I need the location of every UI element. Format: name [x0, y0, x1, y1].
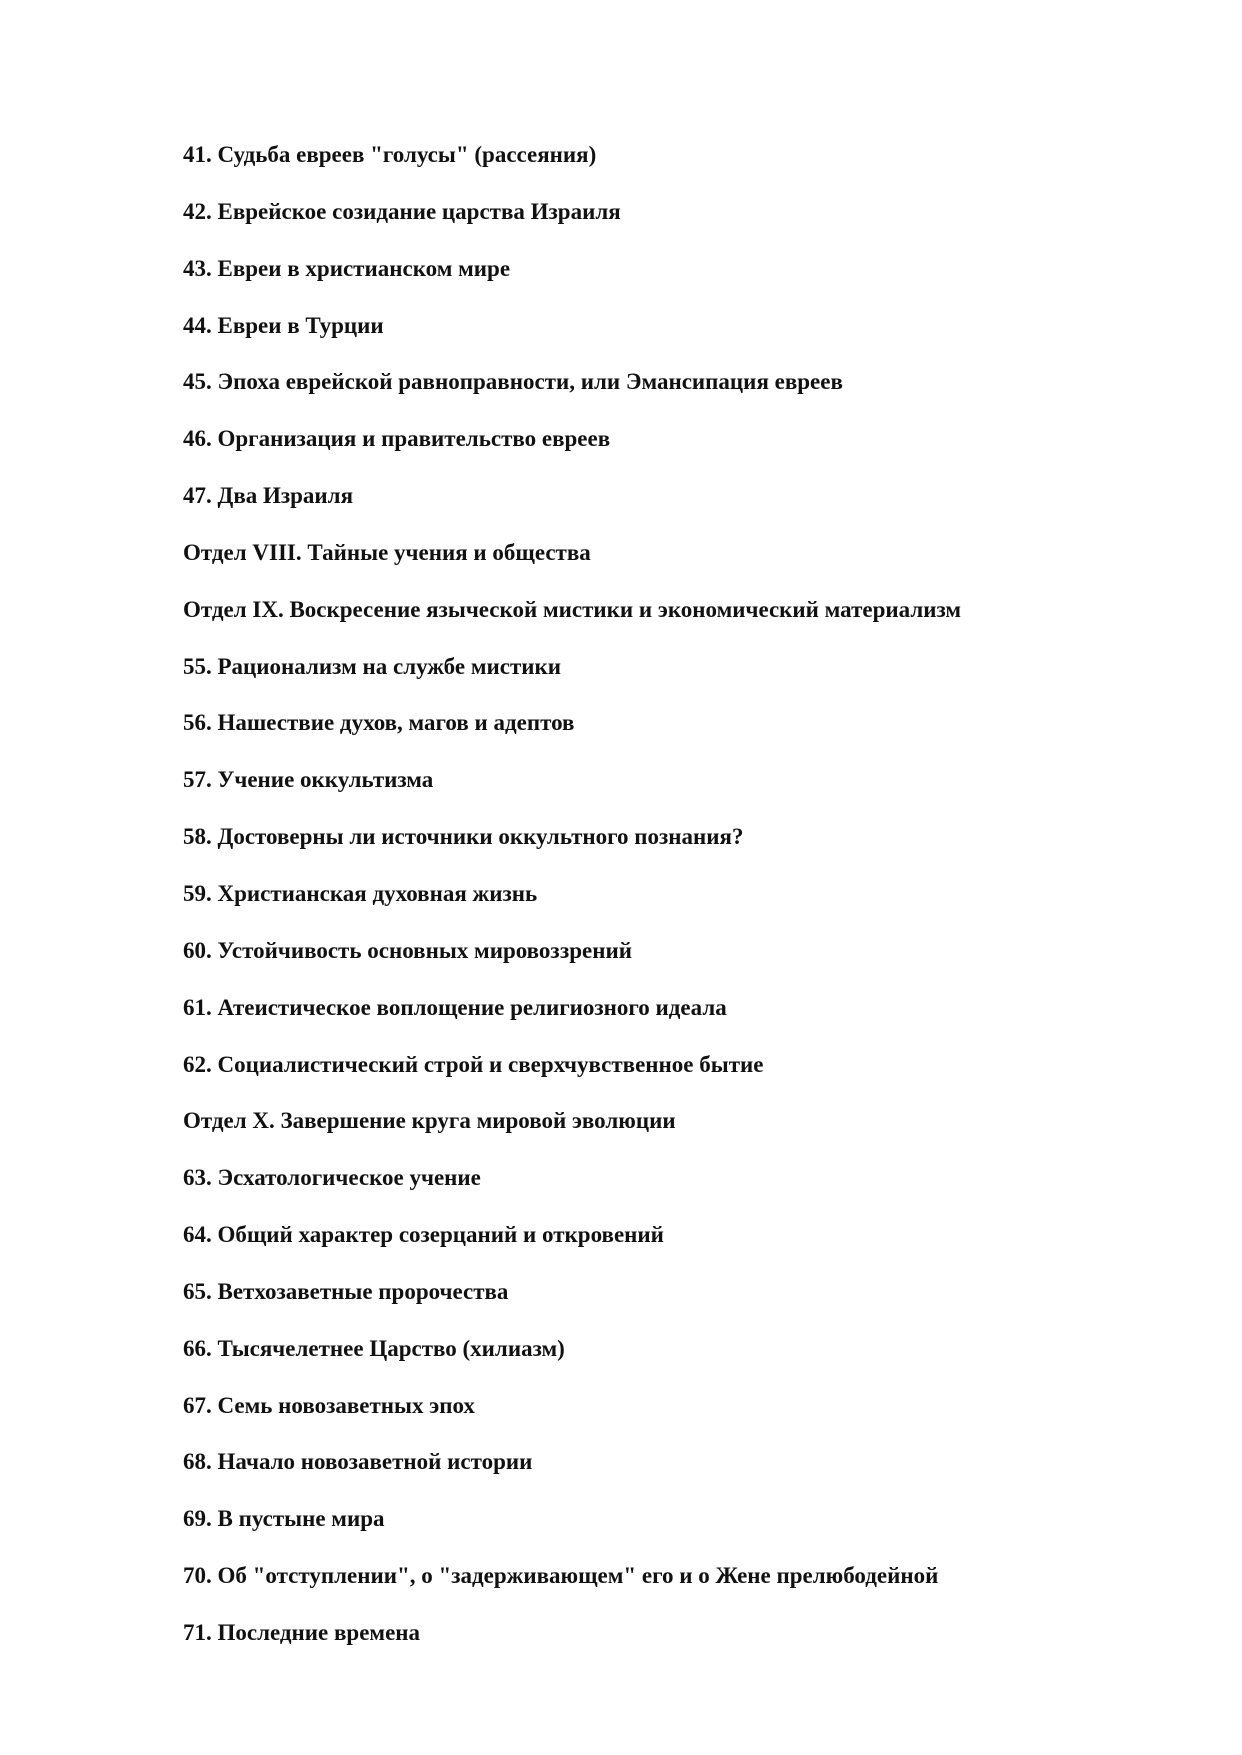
toc-entry: 68. Начало новозаветной истории	[183, 1449, 533, 1475]
toc-entry: 41. Судьба евреев "голусы" (рассеяния)	[183, 142, 597, 167]
toc-entry: 70. Об "отступлении", о "задерживающем" его и о Жене прелюбодейной	[183, 1563, 939, 1589]
toc-entry: 60. Устойчивость основных мировоззрений	[183, 937, 632, 963]
toc-section-heading: Отдел IX. Воскресение языческой мистики и экономический материализм	[183, 596, 962, 622]
toc-entry: 62. Социалистический строй и сверхчувственное бытие	[183, 1051, 764, 1077]
toc-entry: 45. Эпоха еврейской равноправности, или Эмансипация евреев	[183, 369, 843, 395]
toc-section-heading: Отдел X. Завершение круга мировой эволюции	[183, 1108, 676, 1134]
toc-entry: 61. Атеистическое воплощение религиозного идеала	[183, 994, 727, 1020]
toc-entry: 42. Еврейское созидание царства Израиля	[183, 198, 621, 224]
toc-entry: 71. Последние времена	[183, 1619, 421, 1645]
toc-entry: 65. Ветхозаветные пророчества	[183, 1278, 509, 1304]
toc-entry: 67. Семь новозаветных эпох	[183, 1392, 475, 1418]
toc-entry: 57. Учение оккультизма	[183, 767, 434, 793]
toc-entry: 55. Рационализм на службе мистики	[183, 653, 562, 679]
toc-entry: 43. Евреи в христианском мире	[183, 255, 511, 281]
table-of-contents	[183, 138, 1183, 1673]
toc-entry: 66. Тысячелетнее Царство (хилиазм)	[183, 1335, 565, 1361]
toc-entry: 64. Общий характер созерцаний и откровений	[183, 1222, 664, 1248]
toc-entry: 44. Евреи в Турции	[183, 312, 384, 338]
toc-entry: 59. Христианская духовная жизнь	[183, 880, 538, 906]
toc-entry: 46. Организация и правительство евреев	[183, 426, 611, 452]
toc-entry: 58. Достоверны ли источники оккультного познания?	[183, 824, 744, 850]
toc-entry: 69. В пустыне мира	[183, 1506, 385, 1532]
toc-entry: 63. Эсхатологическое учение	[183, 1165, 481, 1191]
toc-section-heading: Отдел VIII. Тайные учения и общества	[183, 539, 591, 565]
toc-entry: 47. Два Израиля	[183, 483, 354, 509]
toc-entry: 56. Нашествие духов, магов и адептов	[183, 710, 575, 736]
